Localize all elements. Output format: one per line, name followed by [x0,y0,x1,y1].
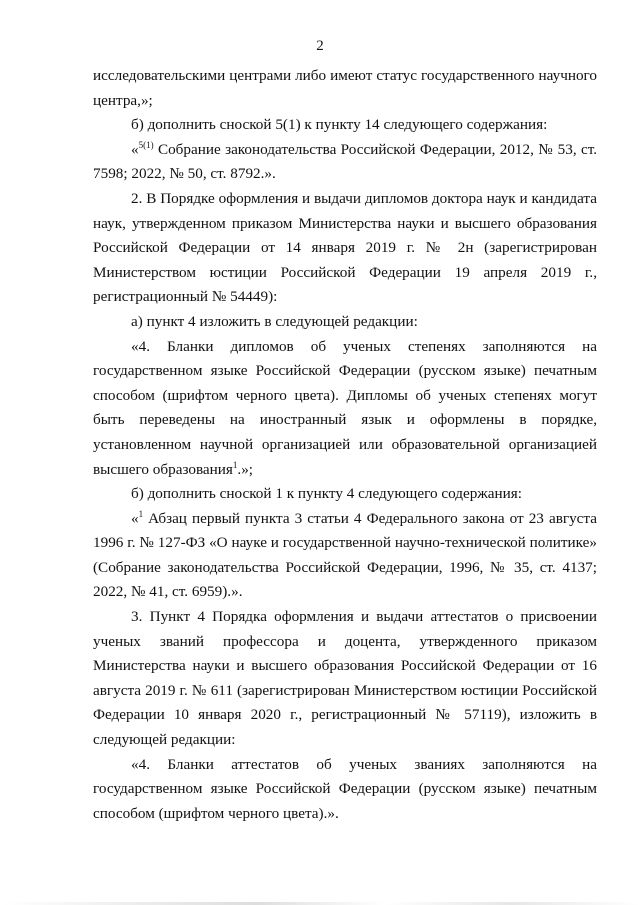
footnote-marker: 1 [138,508,144,519]
page-number: 2 [316,38,324,54]
paragraph-footnote-1: «$^1$ Абзац первый пункта 3 статьи 4 Федерального закона от 23 августа 1996 г. № 127-ФЗ «О науке и государственной научно-технической политике» (Собрание законодательства Российской Федерации, 1996, № 35, ст. 4137; 2022, № 41, ст. 6959).». [93,508,597,601]
paragraph-quoted-item-4-diplomas: «4. Бланки дипломов об ученых степенях заполняются на государственном языке Российской Федерации (русском языке) печатным способом (шрифтом черного цвета). Дипломы об ученых степенях могут быть переведены на иностранный язык и оформлены в порядке, установленном научной организацией или образовательной организацией высшего образования$^1$.»; [93,337,597,478]
paragraph-continuation: исследовательскими центрами либо имеют статус государственного научного центра,»; [93,67,597,109]
paragraph-item-2: 2. В Порядке оформления и выдачи дипломов доктора наук и кандидата наук, утвержденном приказом Министерства науки и высшего образования Российской Федерации от 14 января 2019 г. № 2н (зарегистрирован Министерством юстиции Российской Федерации 19 апреля 2019 г., регистрационный № 54449): [93,189,597,306]
paragraph-subitem-b-footnote: б) дополнить сноской 5(1) к пункту 14 следующего содержания: [131,116,548,134]
paragraph-subitem-a: а) пункт 4 изложить в следующей редакции: [131,312,418,330]
footnote-marker: 1 [232,459,238,470]
paragraph-quoted-item-4-certificates: «4. Бланки аттестатов об ученых званиях заполняются на государственном языке Российской Федерации (русском языке) печатным способом (шрифтом черного цвета).». [93,755,597,822]
footnote-marker: 5(1) [138,139,154,150]
paragraph-item-3: 3. Пункт 4 Порядка оформления и выдачи аттестатов о присвоении ученых званий профессора и доцента, утвержденного приказом Министерства науки и высшего образования Российской Федерации от 16 августа 2019 г. № 611 (зарегистрирован Министерством юстиции Российской Федерации 10 января 2020 г., регистрационный № 57119), изложить в следующей редакции: [93,608,597,749]
paragraph-subitem-b-footnote-1: б) дополнить сноской 1 к пункту 4 следующего содержания: [131,485,522,503]
paragraph-footnote-5-1: «$^{5(1)}$ Собрание законодательства Российской Федерации, 2012, № 53, ст. 7598; 2022, № 50, ст. 8792.». [93,139,597,183]
document-body [93,64,597,826]
